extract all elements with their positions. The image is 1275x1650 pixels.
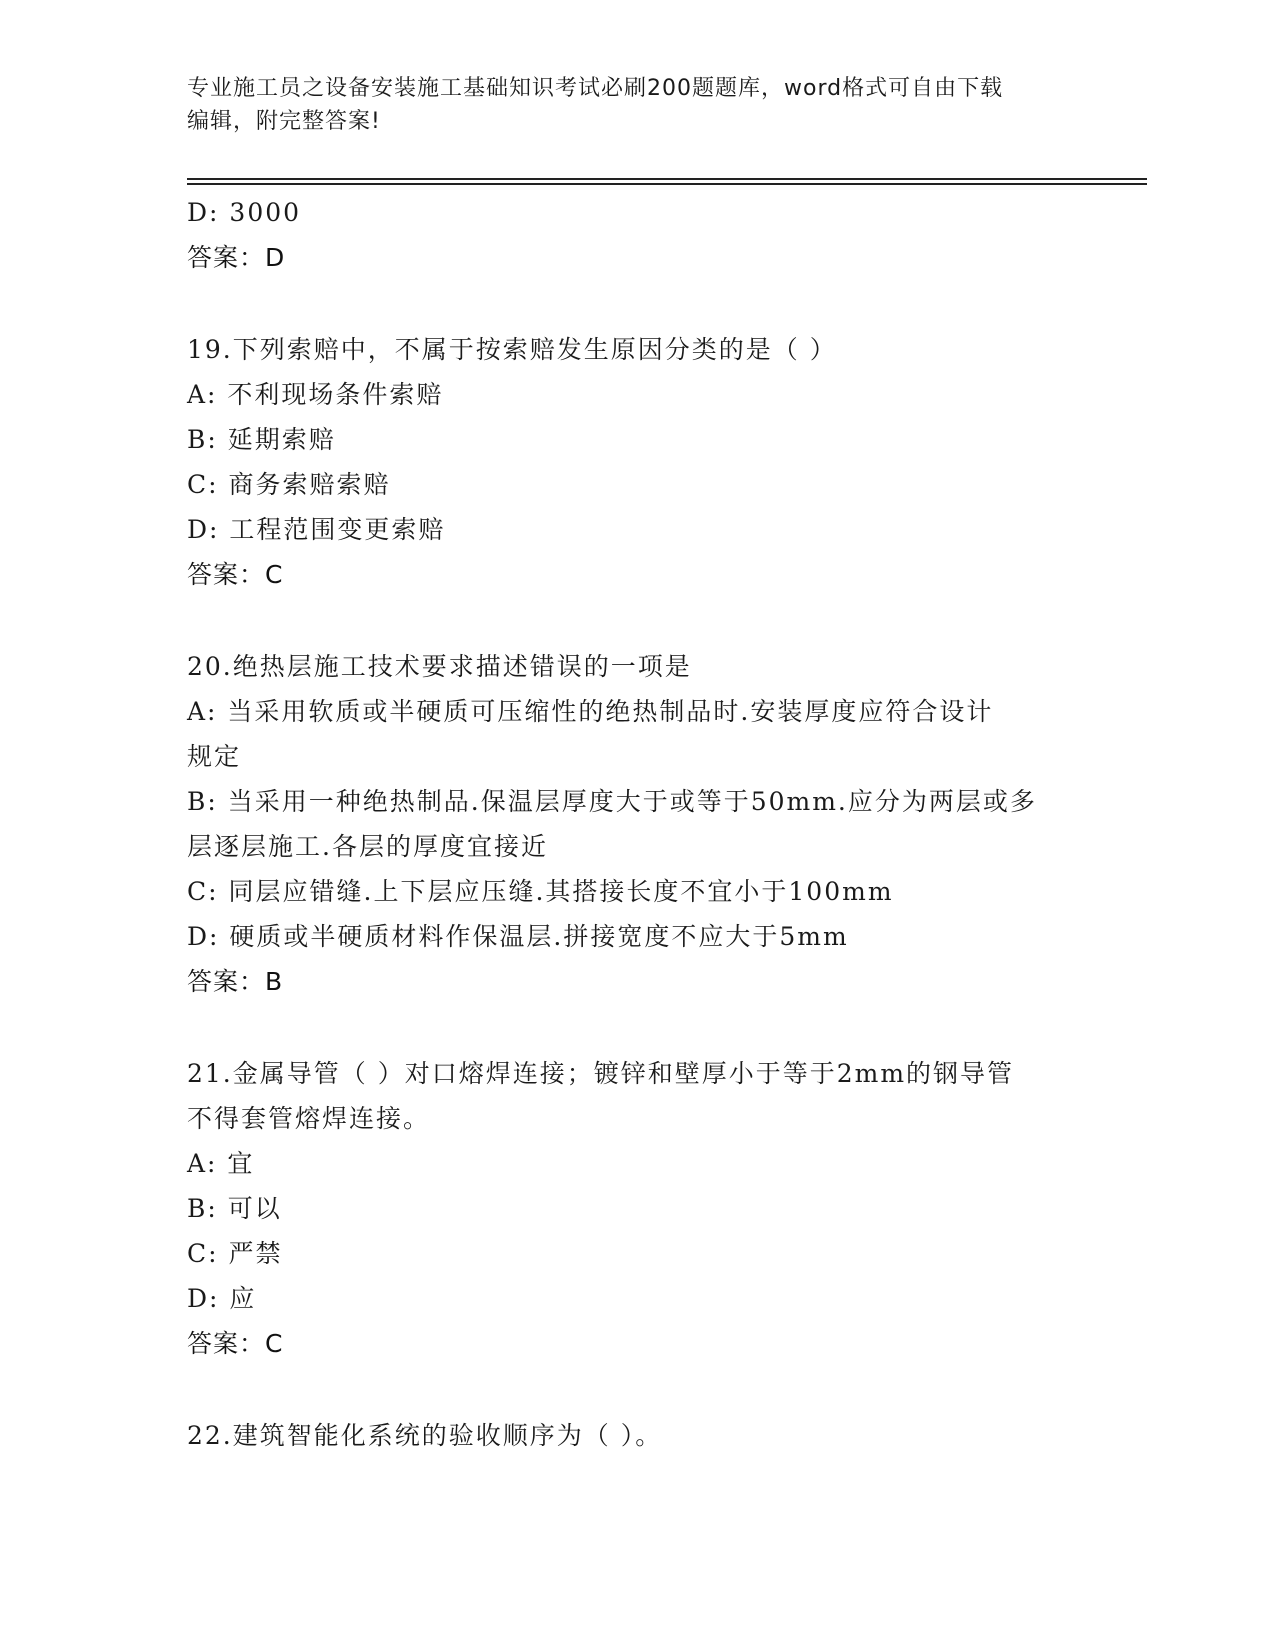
question-text: 20.绝热层施工技术要求描述错误的一项是 [187, 652, 692, 681]
option-d: D: 3000 [187, 198, 302, 227]
question-text: 22.建筑智能化系统的验收顺序为（ ）。 [187, 1421, 663, 1450]
option-d: D: 工程范围变更索赔 [187, 515, 446, 544]
question-19 [187, 327, 1087, 597]
option-d: D: 应 [187, 1284, 257, 1313]
header-title-line-2: 编辑，附完整答案! [187, 109, 381, 134]
question-text-line-2: 不得套管熔焊连接。 [187, 1104, 431, 1133]
option-c: C: 商务索赔索赔 [187, 470, 391, 499]
option-b-line-2: 层逐层施工.各层的厚度宜接近 [187, 832, 548, 861]
question-text: 19.下列索赔中，不属于按索赔发生原因分类的是（ ） [187, 335, 837, 364]
option-a: A: 不利现场条件索赔 [187, 380, 444, 409]
document-header [187, 72, 1087, 138]
answer: 答案：B [187, 967, 284, 996]
option-c: C: 严禁 [187, 1239, 283, 1268]
question-text-line-1: 21.金属导管（ ）对口熔焊连接；镀锌和壁厚小于等于2mm的钢导管 [187, 1059, 1015, 1088]
option-b: B: 延期索赔 [187, 425, 336, 454]
header-divider-top [187, 178, 1147, 180]
answer: 答案：C [187, 560, 284, 589]
option-a: A: 宜 [187, 1149, 255, 1178]
option-c: C: 同层应错缝.上下层应压缝.其搭接长度不宜小于100mm [187, 877, 894, 906]
question-20 [187, 644, 1087, 1004]
answer: 答案：D [187, 243, 286, 272]
option-b: B: 可以 [187, 1194, 282, 1223]
question-22 [187, 1413, 1087, 1458]
option-a-line-1: A: 当采用软质或半硬质可压缩性的绝热制品时.安装厚度应符合设计 [187, 697, 994, 726]
question-list [187, 190, 1087, 1458]
option-a-line-2: 规定 [187, 742, 242, 771]
option-b-line-1: B: 当采用一种绝热制品.保温层厚度大于或等于50mm.应分为两层或多 [187, 787, 1037, 816]
option-d: D: 硬质或半硬质材料作保温层.拼接宽度不应大于5mm [187, 922, 849, 951]
answer: 答案：C [187, 1329, 284, 1358]
header-divider-bottom [187, 183, 1147, 185]
question-18-tail [187, 190, 1087, 280]
question-21 [187, 1051, 1087, 1366]
header-title-line-1: 专业施工员之设备安装施工基础知识考试必刷200题题库，word格式可自由下载 [187, 76, 1004, 101]
